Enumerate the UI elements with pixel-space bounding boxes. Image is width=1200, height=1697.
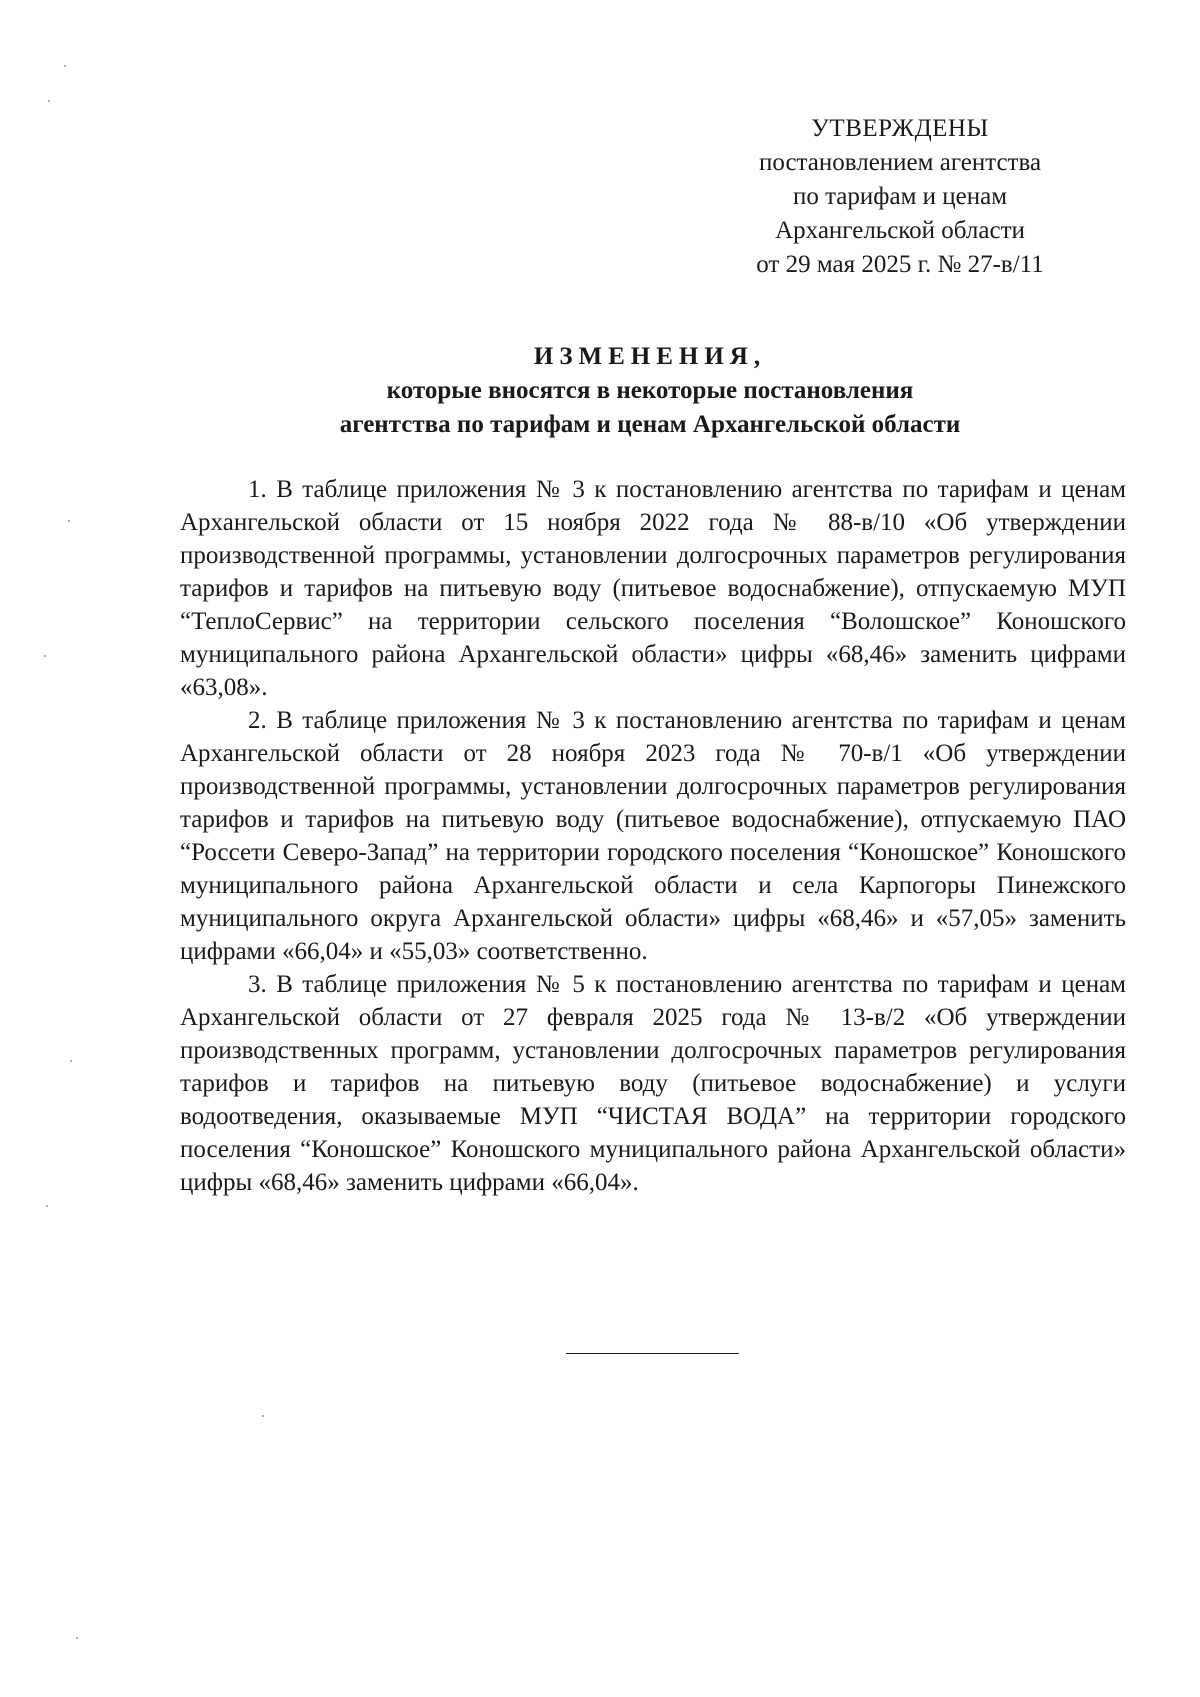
end-divider	[566, 1353, 739, 1354]
list-item	[180, 473, 1126, 704]
list-item	[180, 704, 1126, 968]
item-1-text: 1. В таблице приложения № 3 к постановлению агентства по тарифам и ценам Архангельской области от 15 ноября 2022 года № 88-в/10 «Об утверждении производственной программы, установлении долгосрочных параметров регулирования тарифов и тарифов на питьевую воду (питьевое водоснабжение), отпускаемую МУП “ТеплоСервис” на территории сельского поселения “Волошское” Коношского муниципального района Архангельской области» цифры «68,46» заменить цифрами «63,08».	[180, 476, 1126, 701]
scan-speck	[46, 1205, 48, 1207]
scan-speck	[262, 1415, 264, 1417]
title-heading: ИЗМЕНЕНИЯ,	[533, 343, 767, 370]
title-subtitle-2: агентства по тарифам и ценам Архангельской области	[339, 411, 961, 438]
approval-line-1: постановлением агентства	[758, 149, 1042, 176]
approval-stamp	[730, 112, 1070, 282]
scan-speck	[44, 655, 46, 657]
list-item	[180, 968, 1126, 1199]
scan-speck	[70, 1060, 72, 1062]
document-title	[180, 340, 1120, 442]
approval-date-number: от 29 мая 2025 г. № 27-в/11	[756, 251, 1044, 278]
approval-line-2: по тарифам и ценам	[792, 183, 1008, 210]
approval-line-3: Архангельской области	[775, 217, 1025, 244]
scan-speck	[76, 1637, 78, 1639]
scan-speck	[64, 65, 66, 67]
approved-label: УТВЕРЖДЕНЫ	[811, 115, 989, 142]
item-3-text: 3. В таблице приложения № 5 к постановлению агентства по тарифам и ценам Архангельской области от 27 февраля 2025 года № 13-в/2 «Об утверждении производственных программ, установлении долгосрочных параметров регулирования тарифов и тарифов на питьевую воду (питьевое водоснабжение) и услуги водоотведения, оказываемые МУП “ЧИСТАЯ ВОДА” на территории городского поселения “Коношское” Коношского муниципального района Архангельской области» цифры «68,46» заменить цифрами «66,04».	[180, 971, 1126, 1196]
document-body	[180, 473, 1126, 1199]
item-2-text: 2. В таблице приложения № 3 к постановлению агентства по тарифам и ценам Архангельской области от 28 ноября 2023 года № 70-в/1 «Об утверждении производственной программы, установлении долгосрочных параметров регулирования тарифов и тарифов на питьевую воду (питьевое водоснабжение), отпускаемую ПАО “Россети Северо-Запад” на территории городского поселения “Коношское” Коношского муниципального района Архангельской области и села Карпогоры Пинежского муниципального округа Архангельской области» цифры «68,46» и «57,05» заменить цифрами «66,04» и «55,03» соответственно.	[180, 707, 1126, 965]
title-subtitle-1: которые вносятся в некоторые постановления	[386, 377, 914, 404]
scan-speck	[68, 520, 70, 522]
scan-speck	[48, 100, 50, 102]
